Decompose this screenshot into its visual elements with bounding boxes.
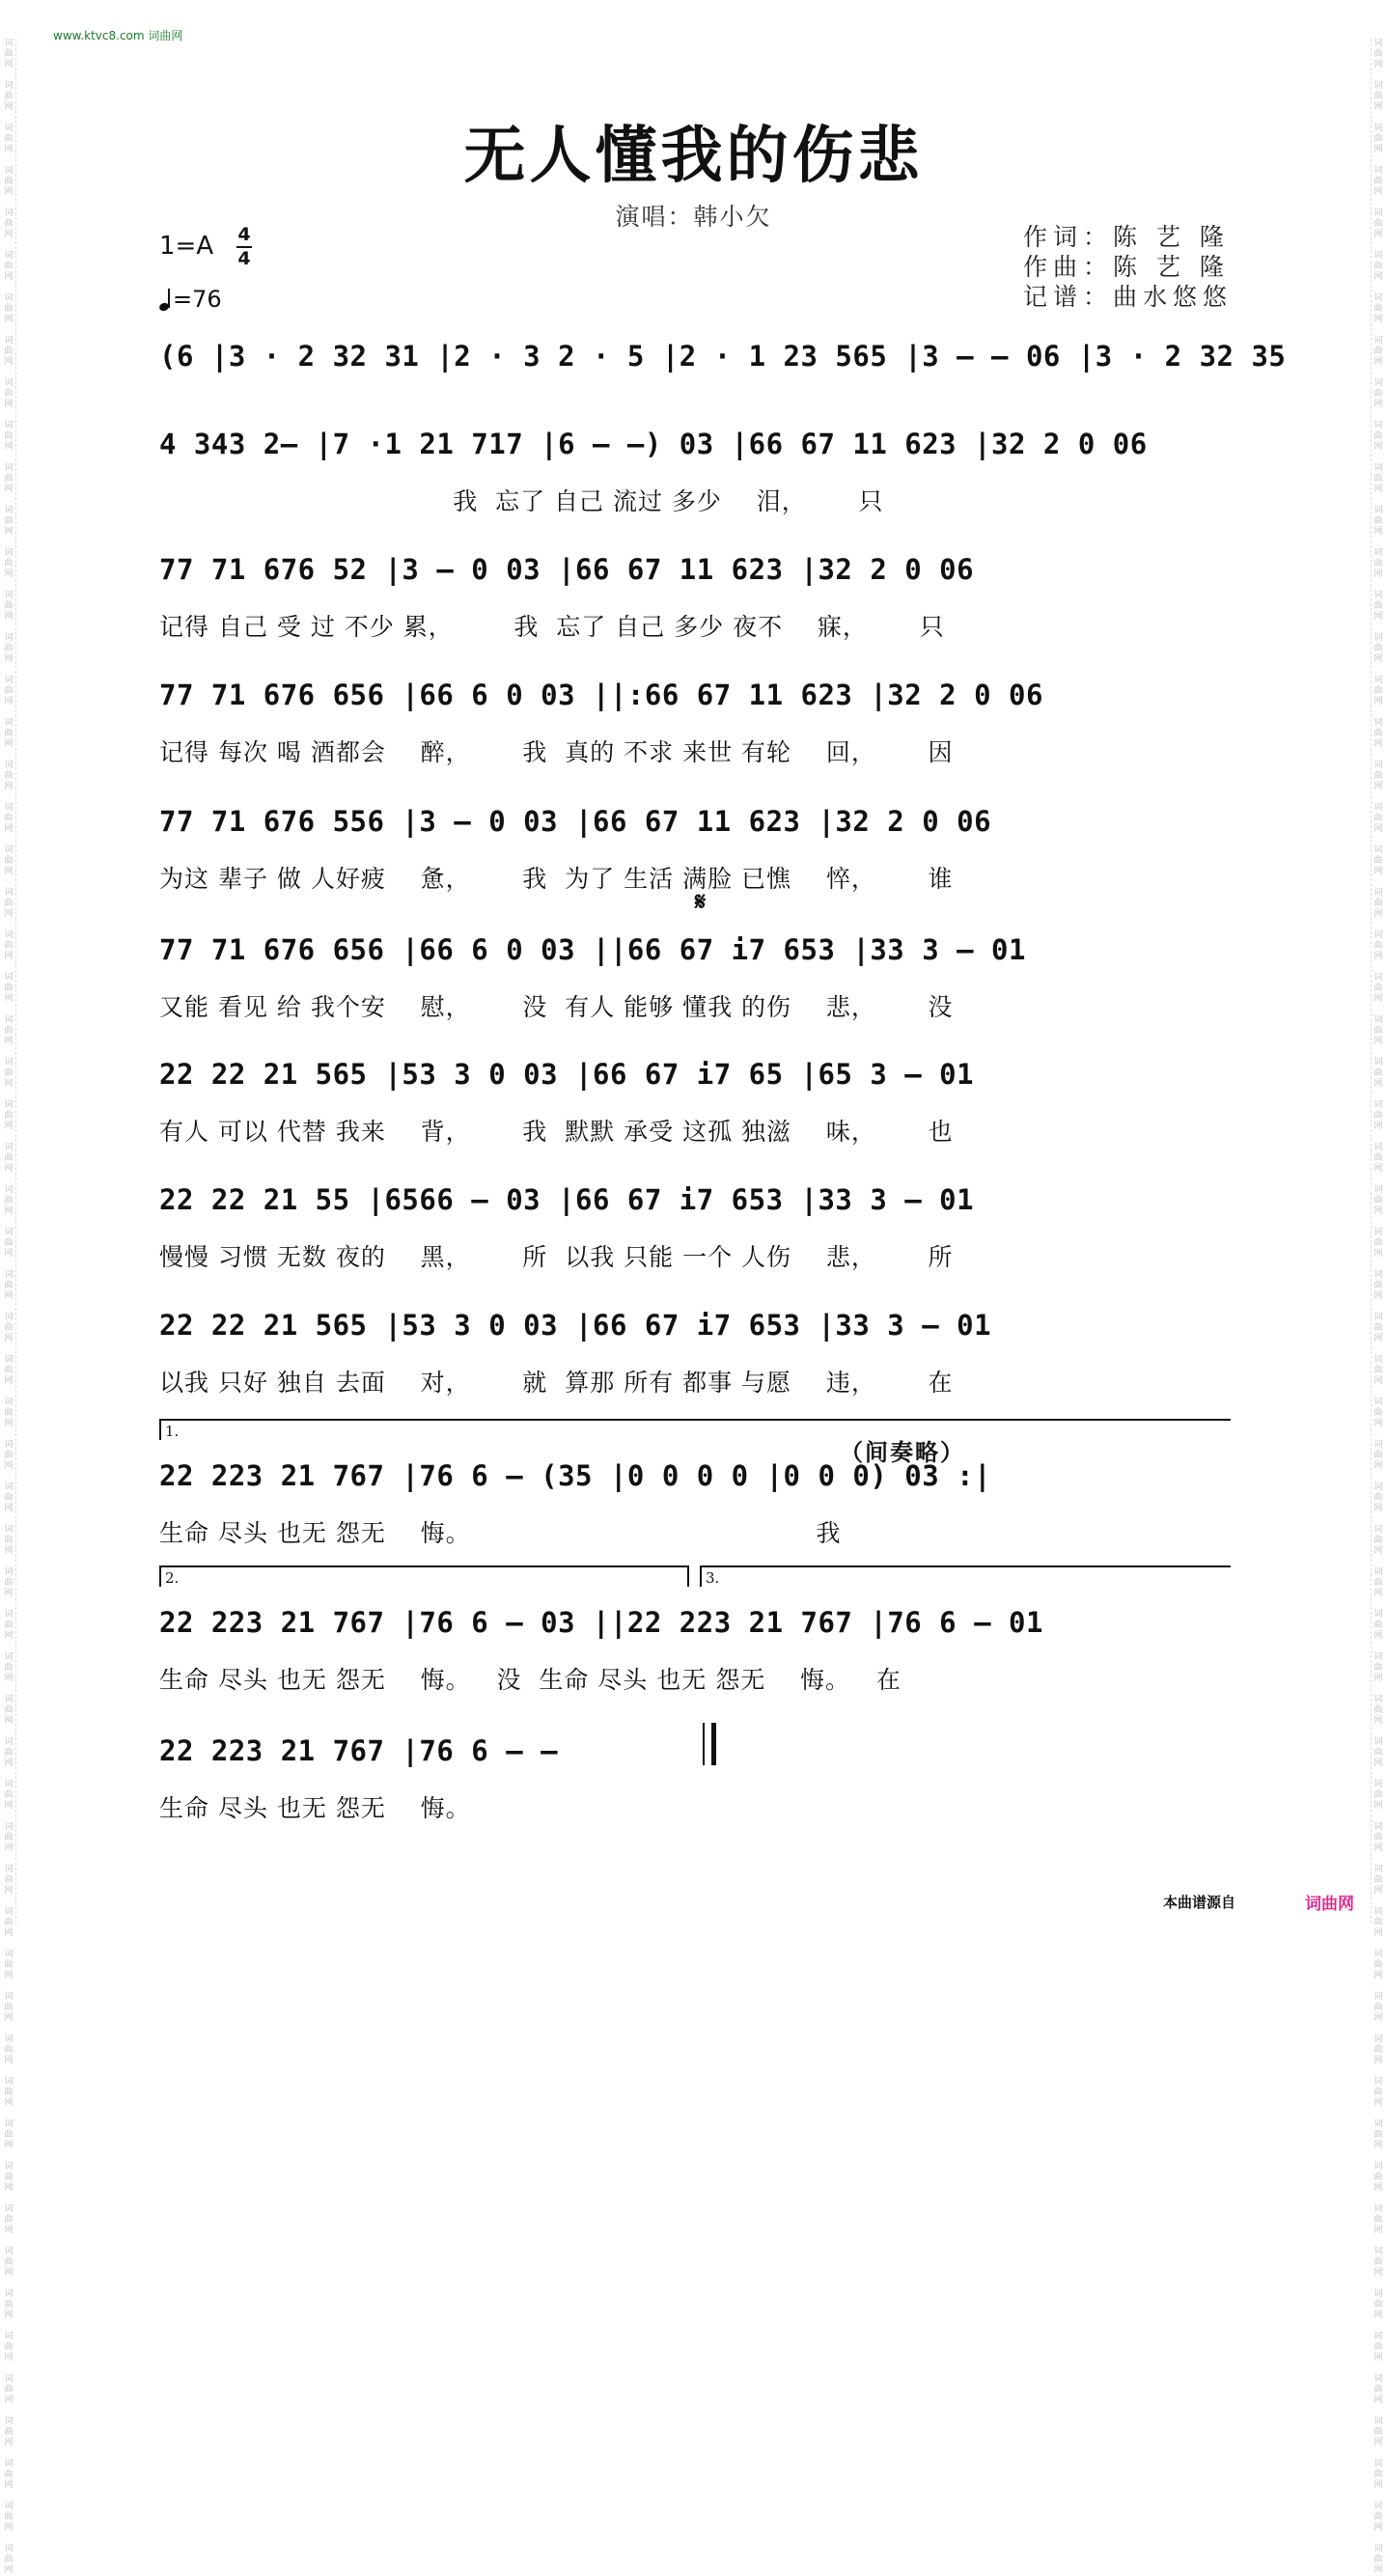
lyric-line: 记得 每次 喝 酒都会 醉， 我 真的 不求 来世 有轮 回， 因	[159, 738, 954, 766]
song-title: 无人懂我的伤悲	[463, 120, 924, 192]
lyric-line: 有人 可以 代替 我来 背， 我 默默 承受 这孤 独滋 味， 也	[159, 1118, 954, 1146]
transcriber-credit: 记谱：曲水悠悠	[1023, 283, 1234, 311]
staff-row	[0, 428, 1387, 534]
lyricist-credit: 作词：陈 艺 隆	[1023, 223, 1230, 251]
composer-credit: 作曲：陈 艺 隆	[1023, 253, 1230, 281]
footer-logo[interactable]: 词曲网	[1305, 1895, 1354, 1914]
site-url[interactable]: www.ktvc8.com 词曲网	[53, 29, 183, 42]
lyric-line: 以我 只好 独自 去面 对， 就 算那 所有 都事 与愿 违， 在	[159, 1369, 954, 1397]
notation-line: 77 71 676 656 |66 6 0 03 ||66 67 i7 653 |33 3 – 01	[159, 933, 1026, 966]
staff-row	[0, 933, 1387, 1039]
notation-line: 4 343 2– |7 ·1 21 717 |6 – –) 03 |66 67 11 623 |32 2 0 06	[159, 428, 1148, 460]
lyric-line: 慢慢 习惯 无数 夜的 黑， 所 以我 只能 一个 人伤 悲， 所	[159, 1243, 954, 1271]
footer-source-note: 本曲谱源自	[1163, 1894, 1236, 1911]
staff-row	[0, 553, 1387, 659]
time-signature-bottom: 4	[237, 248, 251, 269]
quarter-note-icon	[159, 289, 173, 312]
notation-line: 77 71 676 556 |3 – 0 03 |66 67 11 623 |32 2 0 06	[159, 805, 992, 838]
notation-line: 22 223 21 767 |76 6 – 03 ||22 223 21 767 |76 6 – 01	[159, 1606, 1043, 1639]
staff-row	[0, 1309, 1387, 1415]
notation-line: 77 71 676 52 |3 – 0 03 |66 67 11 623 |32 2 0 06	[159, 553, 975, 586]
staff-row	[0, 1183, 1387, 1289]
tempo-value: =76	[173, 286, 222, 313]
interlude-mark: （间奏略）	[840, 1438, 965, 1466]
staff-row	[0, 805, 1387, 911]
notation-line: 22 22 21 565 |53 3 0 03 |66 67 i7 65 |65 3 – 01	[159, 1058, 975, 1091]
lyric-line: 我 忘了 自己 流过 多少 泪， 只	[159, 487, 884, 515]
lyric-line: 又能 看见 给 我个安 慰， 没 有人 能够 懂我 的伤 悲， 没	[159, 993, 954, 1021]
staff-row	[0, 679, 1387, 785]
volta-label-2: 2.	[165, 1569, 180, 1587]
time-signature-top: 4	[237, 224, 251, 245]
staff-row	[0, 1734, 1387, 1841]
staff-row	[0, 1606, 1387, 1712]
time-signature	[236, 225, 252, 269]
notation-line: 77 71 676 656 |66 6 0 03 ||:66 67 11 623 |32 2 0 06	[159, 679, 1043, 711]
volta-label-1: 1.	[165, 1423, 180, 1440]
staff-row	[0, 1459, 1387, 1565]
notation-line: 22 223 21 767 |76 6 – (35 |0 0 0 0 |0 0 0) 03 :|	[159, 1459, 992, 1492]
lyric-line: 生命 尽头 也无 怨无 悔。 我	[159, 1519, 842, 1547]
tempo-marking	[159, 286, 222, 313]
volta-label-3: 3.	[706, 1569, 720, 1587]
lyric-line: 记得 自己 受 过 不少 累， 我 忘了 自己 多少 夜不 寐， 只	[159, 613, 945, 641]
final-barline	[703, 1723, 716, 1765]
volta-third-ending	[700, 1565, 1231, 1587]
notation-line: 22 223 21 767 |76 6 – –	[159, 1734, 559, 1767]
left-watermark-strip: 词 曲 网 词 曲 网 词 曲 网 词 曲 网 词 曲 网 词 曲 网 词 曲 网 词 曲 网 词 曲 网 词 曲 网 词 曲 网 词 曲 网 词 曲 网 词 曲 网 词 曲 网 词 曲 网 词 曲 网 词 曲 网 词 曲 网 词 曲 网 词 曲 网 词 曲 网 词 曲 网 词 曲 网 词 曲 网 词 曲 网 词 曲 网 词 曲 网 词 曲 网 词 曲 网 词 曲 网 词 曲 网 词 曲 网 词 曲 网 词 曲 网 词 曲 网 词 曲 网 词 曲 网 词 曲 网 词 曲 网 词 曲 网 词 曲 网 词 曲 网 词 曲 网 词 曲 网 词 曲 网 词 曲 网 词 曲 网 词 曲 网 词 曲 网 词 曲 网 词 曲 网 词 曲 网 词 曲 网 词 曲 网 词 曲 网 词 曲 网 词 曲 网 词 曲 网 词 曲 网	[2, 39, 16, 1924]
staff-row	[0, 1058, 1387, 1164]
singer-line: 演唱：韩小欠	[615, 203, 772, 231]
volta-first-ending	[159, 1419, 1231, 1440]
notation-line: 22 22 21 565 |53 3 0 03 |66 67 i7 653 |33 3 – 01	[159, 1309, 992, 1342]
lyric-line: 为这 辈子 做 人好疲 惫， 我 为了 生活 满脸 已憔 悴， 谁	[159, 865, 954, 893]
segno-sign: 𝄋	[695, 888, 707, 917]
lyric-line: 生命 尽头 也无 怨无 悔。 没 生命 尽头 也无 怨无 悔。 在	[159, 1666, 902, 1694]
notation-line: (6 |3 · 2 32 31 |2 · 3 2 · 5 |2 · 1 23 565 |3 – – 06 |3 · 2 32 35	[159, 340, 1287, 373]
notation-line: 22 22 21 55 |6566 – 03 |66 67 i7 653 |33 3 – 01	[159, 1183, 975, 1216]
volta-second-ending	[159, 1565, 689, 1587]
credits	[1023, 222, 1233, 312]
lyric-line: 生命 尽头 也无 怨无 悔。	[159, 1794, 471, 1822]
right-watermark-strip: 词 曲 网 词 曲 网 词 曲 网 词 曲 网 词 曲 网 词 曲 网 词 曲 网 词 曲 网 词 曲 网 词 曲 网 词 曲 网 词 曲 网 词 曲 网 词 曲 网 词 曲 网 词 曲 网 词 曲 网 词 曲 网 词 曲 网 词 曲 网 词 曲 网 词 曲 网 词 曲 网 词 曲 网 词 曲 网 词 曲 网 词 曲 网 词 曲 网 词 曲 网 词 曲 网 词 曲 网 词 曲 网 词 曲 网 词 曲 网 词 曲 网 词 曲 网 词 曲 网 词 曲 网 词 曲 网 词 曲 网 词 曲 网 词 曲 网 词 曲 网 词 曲 网 词 曲 网 词 曲 网 词 曲 网 词 曲 网 词 曲 网 词 曲 网 词 曲 网 词 曲 网 词 曲 网 词 曲 网 词 曲 网 词 曲 网 词 曲 网 词 曲 网 词 曲 网 词 曲 网	[1371, 39, 1385, 1924]
key-signature: 1=A	[159, 232, 214, 261]
